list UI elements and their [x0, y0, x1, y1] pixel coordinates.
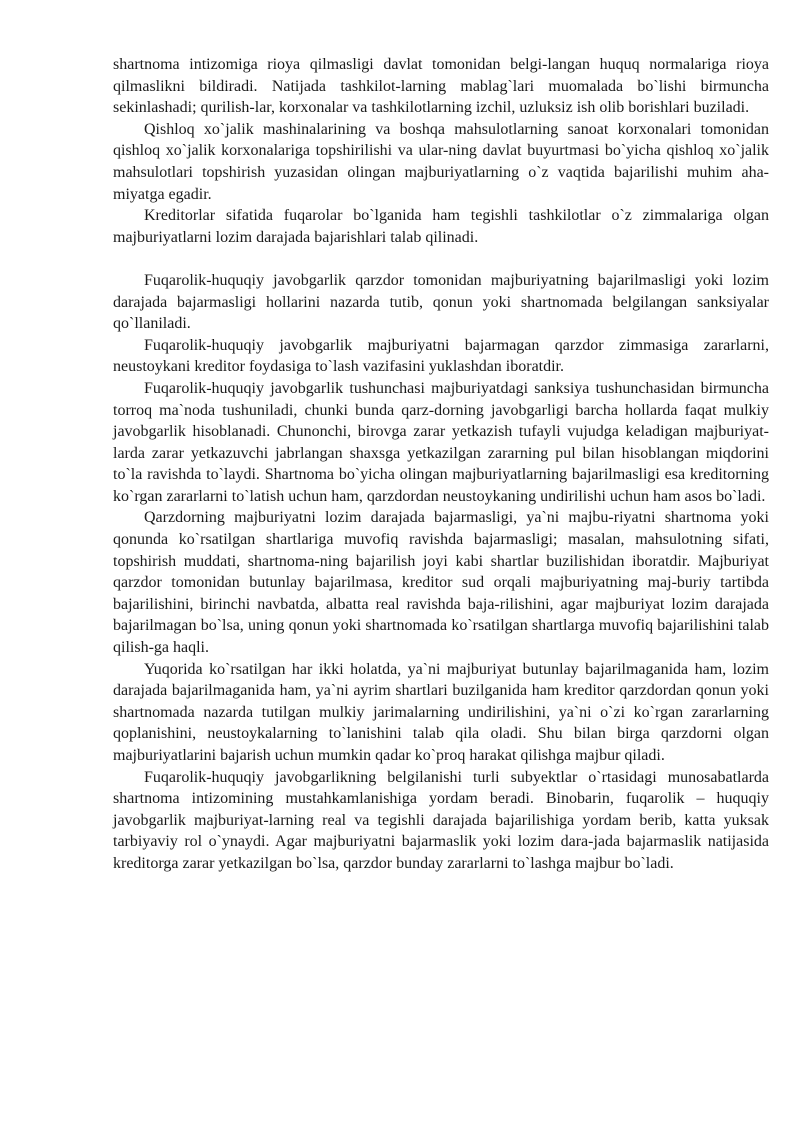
paragraph: Fuqarolik-huquqiy javobgarlik majburiyatni bajarmagan qarzdor zimmasiga zararlarni, neustoykani kreditor foydasiga to`lash vazifasini yuklashdan iboratdir.: [113, 336, 769, 376]
paragraph: Qishloq xo`jalik mashinalarining va boshqa mahsulotlarning sanoat korxonalari tomonidan qishloq xo`jalik korxonalariga topshirilishi va ular-ning davlat buyurtmasi bo`yicha qishloq xo`jalik mahsulotlari topshirish yuzasidan olingan majburiyatlarning o`z vaqtida bajarilishi muhim aha-miyatga egadir.: [113, 120, 769, 203]
paragraph-spacer: [113, 248, 769, 270]
paragraph: Qarzdorning majburiyatni lozim darajada bajarmasligi, ya`ni majbu-riyatni shartnoma yoki qonunda ko`rsatilgan shartlariga muvofiq ravishda bajarmasligi; masalan, mahsulotning sifati, topshirish muddati, shartnoma-ning bajarilish joyi kabi shartlar buzilishidan iboratdir. Majburiyat qarzdor tomonidan butunlay bajarilmasa, kreditor sud orqali majburiyatning maj-buriy tartibda bajarilishini, birinchi navbatda, albatta real ravishda baja-rilishini, agar majburiyat lozim darajada bajarilmagan bo`lsa, uning qonun yoki shartnomada ko`rsatilgan shartlarga muvofiq bajarilishini talab qilish-ga haqli.: [113, 509, 769, 657]
paragraph: Yuqorida ko`rsatilgan har ikki holatda, ya`ni majburiyat butunlay bajarilmaganida ham, lozim darajada bajarilmaganida ham, ya`ni ayrim shartlari buzilganida ham kreditor qarzdordan qonun yoki shartnomada nazarda tutilgan mulkiy jarimalarning undirilishini, ya`ni o`zi ko`rgan zararlarning qoplanishini, neustoykalarning to`lanishini talab qila oladi. Shu bilan birga qarzdorni olgan majburiyatlarini bajarish uchun mumkin qadar ko`proq harakat qilishga majbur qiladi.: [113, 660, 769, 764]
paragraph: Fuqarolik-huquqiy javobgarlikning belgilanishi turli subyektlar o`rtasidagi munosabatlarda shartnoma intizomining mustahkamlanishiga yordam beradi. Binobarin, fuqarolik – huquqiy javobgarlik majburiyat-larning real va tegishli darajada bajarilishiga yordam berib, katta yuksak tarbiyaviy rol o`ynaydi. Agar majburiyatni bajarmaslik yoki lozim dara-jada bajarmaslik natijasida kreditorga zarar yetkazilgan bo`lsa, qarzdor bunday zararlarni to`lashga majbur bo`ladi.: [113, 768, 769, 872]
paragraph: Fuqarolik-huquqiy javobgarlik qarzdor tomonidan majburiyatning bajarilmasligi yoki lozim darajada bajarmasligi hollarini nazarda tutib, qonun yoki shartnomada belgilangan sanksiyalar qo`llaniladi.: [113, 271, 769, 333]
document-page: [113, 54, 769, 875]
paragraph: shartnoma intizomiga rioya qilmasligi davlat tomonidan belgi-langan huquq normalariga rioya qilmaslikni bildiradi. Natijada tashkilot-larning mablag`lari muomalada bo`lishi birmuncha sekinlashadi; qurilish-lar, korxonalar va tashkilotlarning izchil, uzluksiz ish olib borishlari buziladi.: [113, 56, 769, 117]
paragraph: Fuqarolik-huquqiy javobgarlik tushunchasi majburiyatdagi sanksiya tushunchasidan birmuncha torroq ma`noda tushuniladi, chunki bunda qarz-dorning javobgarligi barcha hollarda faqat mulkiy javobgarlik hisoblanadi. Chunonchi, birovga zarar yetkazish tufayli vujudga keladigan majburiyat-larda zarar yetkazuvchi jabrlangan shaxsga yetkazilgan zararning pul bilan hisoblangan miqdorini to`la ravishda to`laydi. Shartnoma bo`yicha olingan majburiyatlarning bajarilmasligi esa kreditorning ko`rgan zararlarni to`latish uchun ham, qarzdordan neustoykaning undirilishi uchun ham asos bo`ladi.: [113, 379, 769, 505]
paragraph: Kreditorlar sifatida fuqarolar bo`lganida ham tegishli tashkilotlar o`z zimmalariga olgan majburiyatlarni lozim darajada bajarishlari talab qilinadi.: [113, 207, 769, 246]
